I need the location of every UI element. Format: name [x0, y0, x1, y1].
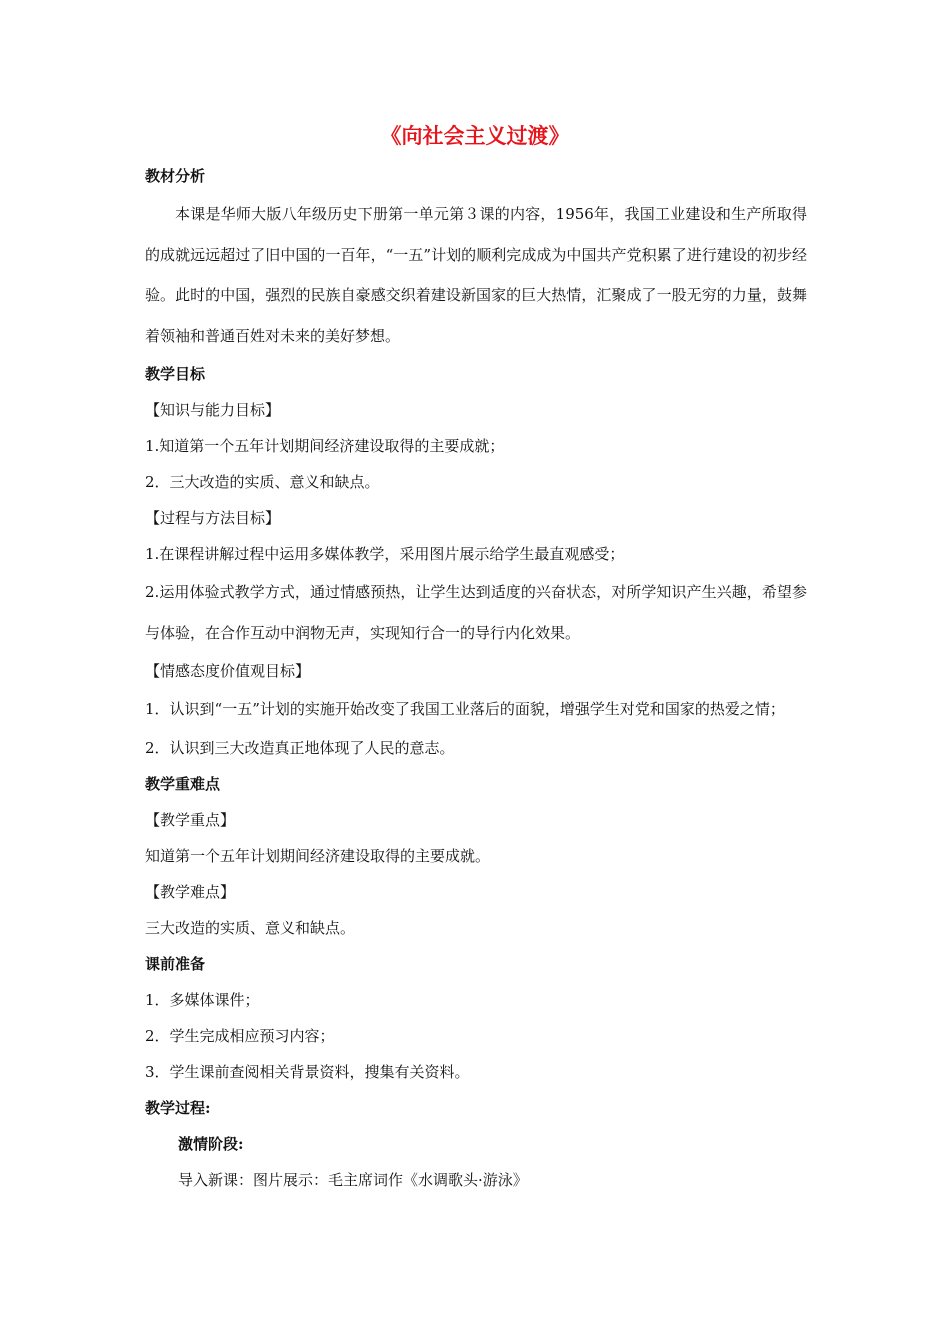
- subheading-difficulty: 【教学难点】: [145, 882, 236, 901]
- preparation-item: 3．学生课前查阅相关背景资料，搜集有关资料。: [145, 1062, 470, 1081]
- difficulty-text: 三大改造的实质、意义和缺点。: [145, 918, 356, 937]
- subheading-key: 【教学重点】: [145, 810, 236, 829]
- objective-item: 1．认识到“一五”计划的实施开始改变了我国工业落后的面貌，增强学生对党和国家的热爱之情；: [145, 700, 785, 718]
- subheading-knowledge: 【知识与能力目标】: [145, 401, 281, 419]
- section-heading-preparation: 课前准备: [145, 954, 206, 973]
- analysis-paragraph: 本课是华师大版八年级历史下册第一单元第３课的内容，1956年，我国工业建设和生产所取得的成就远远超过了旧中国的一百年，“一五”计划的顺利完成成为中国共产党积累了进行建设的初步经验。此时的中国，强烈的民族自豪感交织着建设新国家的巨大热情，汇聚成了一股无穷的力量，鼓舞着领袖和普通百姓对未来的美好梦想。: [145, 205, 807, 345]
- preparation-item: 1．多媒体课件；: [145, 990, 260, 1009]
- stage-heading: 激情阶段:: [178, 1134, 244, 1153]
- section-heading-analysis: 教材分析: [145, 167, 206, 185]
- section-heading-process: 教学过程:: [145, 1098, 211, 1117]
- subheading-process: 【过程与方法目标】: [145, 509, 281, 527]
- objective-item: 1.在课程讲解过程中运用多媒体教学，采用图片展示给学生最直观感受；: [145, 545, 625, 563]
- preparation-item: 2．学生完成相应预习内容；: [145, 1026, 335, 1045]
- intro-text: 导入新课：图片展示：毛主席词作《水调歌头·游泳》: [178, 1170, 528, 1189]
- objective-item: 2．认识到三大改造真正地体现了人民的意志。: [145, 738, 455, 757]
- document-body: [145, 158, 807, 1198]
- key-point-text: 知道第一个五年计划期间经济建设取得的主要成就。: [145, 846, 491, 865]
- document-title: 《向社会主义过渡》: [380, 123, 570, 148]
- subheading-emotion: 【情感态度价值观目标】: [145, 662, 311, 680]
- objective-item: 1.知道第一个五年计划期间经济建设取得的主要成就；: [145, 437, 505, 455]
- section-heading-objectives: 教学目标: [145, 365, 206, 383]
- objective-item: 2．三大改造的实质、意义和缺点。: [145, 473, 380, 491]
- section-heading-key-points: 教学重难点: [145, 774, 221, 793]
- objective-item: 2.运用体验式教学方式，通过情感预热，让学生达到适度的兴奋状态，对所学知识产生兴趣，希望参与体验，在合作互动中润物无声，实现知行合一的导行内化效果。: [145, 583, 807, 642]
